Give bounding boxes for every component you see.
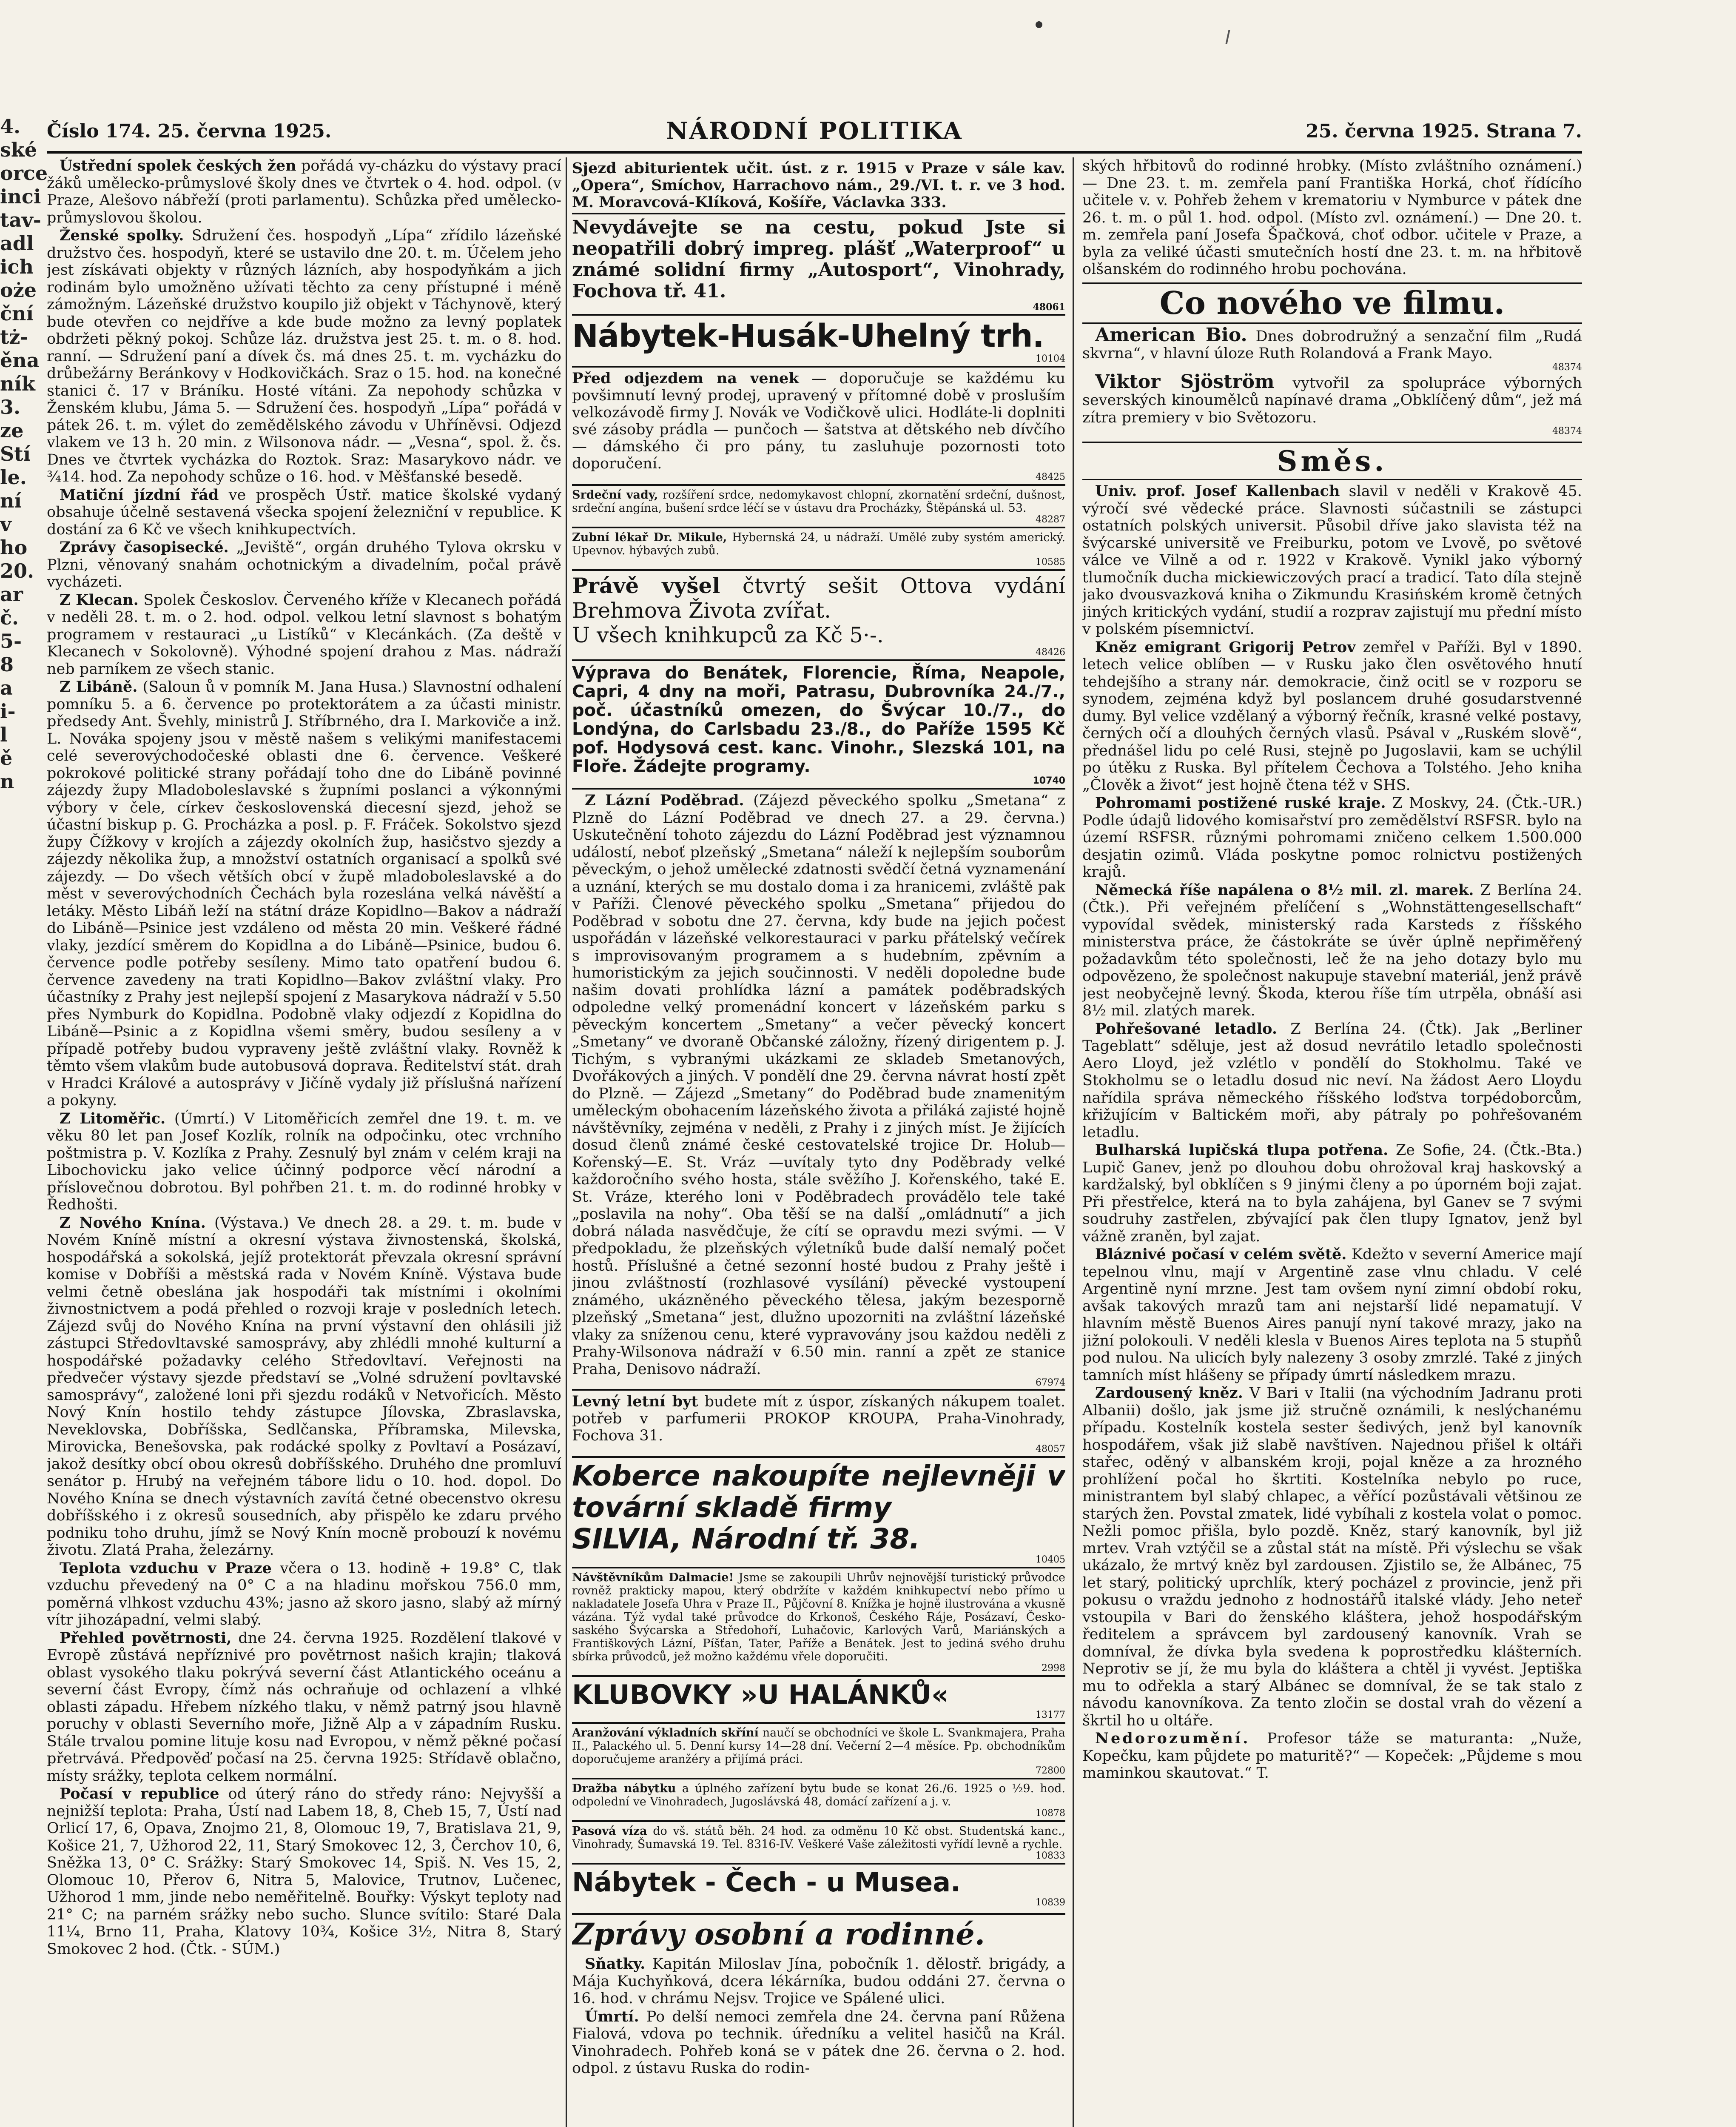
masthead-title: NÁRODNÍ POLITIKA [666,117,963,145]
left-edge-fragment: 3. [0,396,21,419]
left-edge-fragment: adl [0,232,34,255]
smes-letadlo: Pohřešované letadlo. Z Berlína 24. (Čtk). Jak „Berliner Tageblatt“ sděluje, jest až dosud nevrátilo letadlo společnosti Aero Lloyd, jež vzlétlo v pondělí do Stokholmu. Také ve Stokholmu se o letadlu dosud nic neví. Na žádost Aero Lloydu nařídila správa německého říšského loďstva torpédoborcům, křižujícím v Baltickém moři, aby pátraly po pohřešovaném letadlu. [1082,1020,1582,1141]
article-litomerice: Z Litoměřic. (Úmrtí.) V Litoměřicích zemřel dne 19. t. m. ve věku 80 let pan Josef Kozlík, rolník na odpočinku, otec vrchního poštmistra p. V. Kozlíka z Prahy. Zesnulý byl znám v celém kraji na Libochovicku jako velice účinný podporce věcí národní a příslovečnou dobrotou. Byl pohřben 21. t. m. do rodinné hrobky v Ředhošti. [47,1109,561,1213]
smes-nedorozumeni: Nedorozumění. Profesor táže se maturanta: „Nuže, Kopečku, kam půjdete po maturitě?“ — Kopeček: „Půjdeme s mou maminkou skautovat.“ T. [1082,1730,1582,1782]
smes-lupicska-tlupa: Bulharská lupičská tlupa potřena. Ze Sofie, 24. (Čtk.-Bta.) Lupič Ganev, jenž po dlouhou dobu ohrožoval kraj haskovský a kardžalský, byl obklíčen s 9 jinými členy a po úporném boji zajat. Při přestřelce, která na to byla zahájena, byl Ganev se 7 svými soudruhy zastřelen, zbývající pak člen tlupy Ignatov, jenž byl vážně zraněn, byl zajat. [1082,1141,1582,1245]
ad-zubni-lekar: Zubní lékař Dr. Mikule, Hybernská 24, u nádraží. Umělé zuby systém americký. Upevnov. hýbavých zubů. 10585 [572,527,1065,569]
ad-pred-odjezdem: Před odjezdem na venek — doporučuje se každému ku povšimnutí levný prodej, upravený v přítomné době v prosluším velkozávodě firmy J. Novák ve Vodičkově ulici. Hodláte-li doplniti své zásoby prádla — punčoch — šatstva at dětského neb dívčího — dámského či pro pány, tu zasluhuje pozornosti toto doporučení. 48425 [572,366,1065,484]
section-title-smes: Směs. [1082,442,1582,480]
ad-brehm: Právě vyšel čtvrtý sešit Ottova vydání Brehmova Života zvířat. U všech knihkupců za Kč 5·-. 48426 [572,569,1065,659]
date-page: 25. června 1925. Strana 7. [1306,120,1582,142]
column-rule-2 [1073,157,1074,2127]
ad-koberce-silvia: Koberce nakoupíte nejlevněji v tovární skladě firmy SILVIA, Národní tř. 38. 10405 [572,1456,1065,1567]
page-header [47,117,1582,147]
smes-ruske-kraje: Pohromami postižené ruské kraje. Z Moskvy, 24. (Čtk.-UR.) Podle údajů lidového komisařství pro zemědělství RSFSR. bylo na území RSFSR. různými pohromami zničeno celkem 1.500.000 desjatin ozimů. Vláda poskytne pomoc rolnictvu postižených krajů. [1082,794,1582,881]
left-edge-fragment: le. [0,466,27,489]
left-edge-fragment: n [0,770,14,793]
scan-dot [1036,21,1042,28]
left-edge-fragment: ěna [0,349,40,372]
left-edge-fragment: ar [0,583,23,606]
article-maticni-rad: Matiční jízdní řád ve prospěch Ústř. matice školské vydaný obsahuje účelně sestavená všecka spojení železniční v republice. K dostání za 6 Kč ve všech knihkupectvích. [47,486,561,538]
issue-number: Číslo 174. 25. června 1925. [47,120,332,142]
article-pocasi: Počasí v republice od úterý ráno do středy ráno: Nejvyšší a nejnižší teplota: Praha, Ústí nad Labem 18, 8, Cheb 15, 7, Ústí nad Orlicí 17, 6, Opava, Znojmo 21, 8, Olomouc 19, 7, Bratislava 21, 9, Košice 21, 7, Užhorod 22, 11, Starý Smokovec 12, 3, Čerchov 10, 6, Sněžka 13, 0° C. Srážky: Starý Smokovec 14, Spiš. N. Ves 15, 2, Olomouc 10, Přerov 6, Nitra 5, Malovice, Trutnov, Lučenec, Užhorod 1 mm, jinde nebo neměřitelně. Bouřky: Výskyt teploty nad 21° C; na parném srážky nebo sucho. Slunce svítilo: Staré Dala 11¼, Brno 11, Praha, Klatovy 10¾, Košice 3½, Nitra 8, Starý Smokovec 2 hod. (Čtk. - SÚM.) [47,1785,561,1958]
article-novy-knin: Z Nového Knína. (Výstava.) Ve dnech 28. a 29. t. m. bude v Novém Kníně místní a okresní výstava živnostenská, školská, hospodářská a sokolská, jejíž protektorát převzala okresní správní komise v Dobříši a městská rada v Novém Kníně. Výstava bude velmi četně obeslána jak hospodáři tak místními i okolními živnostnictvem a podá přehled o rozvoji kraje v posledních letech. Zájezd svůj do Nového Knína na první výstavní den ohlásili již zástupci Středovltavské samosprávy, aby zhlédli mnohé kulturní a hospodářské požadavky celého Středovltaví. Veřejnosti na předvečer výstavy sjezde představí se „Volné sdružení povltavské samosprávy“, založené loni při sjezdu rodáků v Netvořicích. Město Nový Knín hostilo tehdy zástupce Jílovska, Zbraslavska, Neveklovska, Dobříšska, Sedlčanska, Příbramska, Milevska, Mirovicka, Benešovska, pak rodácké spolky z Povltaví a Posázaví, jakož desítky obcí obou okresů dobříšského. Druhého dne promluví senátor p. Hrubý na veřejném tábore lidu o 10. hod. dopol. Do Nového Knína se dnech výstavních zavítá četné obecenstvo okresu dobříšského i z okresů sousedních, aby přispělo ke zdaru prvého podniku toho druhu, jímž se Nový Knín mocně probouzí k novému životu. Zlatá Praha, železárny. [47,1214,561,1559]
section-title-film: Co nového ve filmu. [1082,282,1582,324]
smes-zardouseny-knez: Zardousený kněz. V Bari v Italii (na východním Jadranu proti Albanii) došlo, jak jsme již stručně oznámili, k neslýchanému případu. Kostelník kostela sester šedivých, jenž byl kanovník hospodářem, však již slabě navštíven. Najednou přišel k oltáři stařec, oděný v albanském kroji, pojal kněze a za hrozného prohlížení počal ho škrtiti. Kostelníka nebylo po ruce, ministrantem byl slabý chlapec, a věřící pozůstávali většinou ze starých žen. Povstal zmatek, lidé vybíhali z kostela volat o pomoc. Nežli pomoc přišla, bylo pozdě. Kněz, starý kanovník, byl již mrtev. Vrah vztýčil se a zůstal stát na místě. Při výslechu se však ukázalo, že mrtvý kněz byl zardousen. Zjistilo se, že Albánec, 75 let starý, politický uprchlík, který pocházel z provincie, jenž při pokusu o vraždu jednoho z hodnostářů italské vlády. Jeho neteř vstoupila v Bari do ženského kláštera, jehož hospodářským ředitelem a správcem byl zardousený kanovník. Vrah se domníval, že dívka byla svedena k poprostředku klášterních. Neprotiv se jí, že mu byla do kláštera a chtěl ji vyvést. Jeptiška mu to odřekla a starý Albánec se domníval, že se tak stalo z návodu kanovníkova. Za tento zločin se dostal vrah do vězení a škrtil ho u oltáře. [1082,1384,1582,1729]
smes-blaznive-pocasi: Bláznivé počasí v celém světě. Kdežto v severní Americe mají tepelnou vlnu, mají v Argentině zase vlnu chladu. V celé Argentině nyní mrzne. Jest tam ovšem nyní zimní období roku, avšak takových mrazů tam ani nejstarší lidé nepamatují. V hlavním městě Buenos Aires panují nyní takové mrazy, jako na jižní polokouli. V neděli klesla v Buenos Aires teplota na 5 stupňů pod nulou. Na ulicích byly nalezeny 3 osoby zmrzlé. Také z jiných tamních míst hlášeny se případy úmrtí následkem mrazu. [1082,1246,1582,1384]
ad-vyprava-benatky: Výprava do Benátek, Florencie, Říma, Neapole, Capri, 4 dny na moři, Patrasu, Dubrovníka 24./7., poč. účastníků omezen, do Švýcar 10./7., do Londýna, do Carlsbadu 23./8., do Paříže 1595 Kč pof. Hodysová cest. kanc. Vinohr., Slezská 101, na Floře. Žádejte programy. 10740 [572,659,1065,788]
left-edge-fragment: ní [0,489,22,512]
article-zenske-spolky: Ženské spolky. Sdružení čes. hospodyň „Lípa“ zřídilo lázeňské družstvo čes. hospodyň, které se ustavilo dne 20. t. m. Účelem jeho jest získávati objekty v různých lázních, aby hospodyňkám a jich rodinám bylo umožněno užívati těchto za ceny přístupné i méně zámožným. Lázeňské družstvo koupilo již objekt v Táchynově, který bude otevřen co nejdříve a kde bude možno za levný poplatek obdržeti pěkný pokoj. Schůze láz. družstva jest 25. t. m. o 8. hod. ranní. — Sdružení paní a dívek čs. má dnes 25. t. m. vycházku do drůbežárny Beránkovy v Hodkovičkách. Sraz o 15. hod. na konečné stanici č. 17 v Bráníku. Hosté vítáni. Za nepohody schůzka v Ženském klubu, Jáma 5. — Sdružení čes. hospodyň „Lípa“ pořádá v pátek 26. t. m. výlet do zemědělského závodu v Uhříněvsi. Odjezd vlakem ve 13 h. 20 min. z Wilsonova nádr. — „Vesna“, spol. ž. čs. Dnes ve čtvrtek vycházka do Roztok. Sraz: Masarykovo nádr. ve ¾14. hod. Za nepohody schůze o 16. hod. v Měšťanské besedě. [47,227,561,485]
left-edge-fragment: tż- [0,325,28,348]
left-edge-fragment: ě [0,747,13,770]
ad-nabytek-husak: Nábytek-Husák-Uhelný trh. 10104 [572,314,1065,366]
left-edge-fragment: 8 [0,653,14,676]
left-edge-fragment: 20. [0,559,34,582]
article-snatky: Sňatky. Kapitán Miloslav Jína, pobočník 1. dělostř. brigády, a Mája Kuchyňková, dcera lékárníka, budou oddáni 27. června o 16. hod. v chrámu Nejsv. Trojice ve Spálené ulici. [572,1955,1065,2007]
header-rule [47,151,1582,154]
left-edge-fragment: a [0,676,13,699]
left-edge-fragment: ník [0,372,35,395]
ad-levny-byt: Levný letní byt budete mít z úspor, získaných nákupem toalet. potřeb v parfumerii PROKOP KROUPA, Praha-Vinohrady, Fochova 31. 48057 [572,1389,1065,1456]
ad-sjezd-abiturientek: Sjezd abiturientek učit. úst. z r. 1915 v Praze v sále kav. „Opera“, Smíchov, Harrachovo nám., 29./VI. t. r. ve 3 hod. M. Moravcová-Klíková, Košíře, Václavka 333. [572,160,1065,211]
left-edge-fragment: Stí [0,442,31,465]
article-klecany: Z Klecan. Spolek Českoslov. Červeného kříže v Klecanech pořádá v neděli 28. t. m. o 2. hod. odpol. velkou letní slavnost s bohatým programem v restauraci „u Listíků“ v Klecánkách. (Za deště v Klecanech v Sokolovně). Výhodné spojení drahou z Mas. nádraží neb parníkem ze všech stanic. [47,591,561,678]
ad-dalmacie: Návštěvníkům Dalmacie! Jsme se zakoupili Uhrův nejnovější turistický průvodce rovněž prakticky mapou, který obdržíte v každém knihkupectví nebo přímo u nakladatele Josefa Uhra v Praze II., Půjčovní 8. Knížka je hojně ilustrována a vkusně vázána. Týž vydal také průvodce do Krkonoš, Českého Ráje, Posázaví, Česko-saského Švýcarska a Středohoří, Luhačovic, Karlových Varů, Mariánských a Františkových Lázní, Píšťan, Tater, Paříže a Benátek. Jest to jediná svého druhu sbírka průvodců, jež možno každému vřele doporučiti. 2998 [572,1567,1065,1675]
left-edge-fragment: ční [0,302,34,325]
ad-drazba: Dražba nábytku a úplného zařízení bytu bude se konat 26./6. 1925 o ½9. hod. odpolední ve Vinohradech, Jugoslávská 48, domácí zařízení a j. v. 10878 [572,1778,1065,1820]
smes-petrov: Kněz emigrant Grigorij Petrov zemřel v Paříži. Byl v 1890. letech velice oblíben — v Rusku jako člen osvětového hnutí tehdejšího a strany nár. demokracie, činž ocitl se v rozporu se synodem, zejména když byl poslancem druhé gosudarstvenné dumy. Byl velice vzdělaný a výborný řečník, krasné velké postavy, černých očí a dlouhých černých vlasů. Psával v „Ruském slově“, přednášel lidu po celé Rusi, stejně po Jugoslavii, kam se uchýlil po útěku z Ruska. Byl přítelem Čechova a Tolstého. Jeho kniha „Člověk a život“ jest hojně čtena též v SHS. [1082,638,1582,794]
left-edge-fragment: ich [0,255,34,278]
column-1 [47,157,561,2127]
left-edge-fragment: 4. [0,115,21,138]
ad-waterproof: Nevydávejte se na cestu, pokud Jste si neopatřili dobrý impreg. plášť „Waterproof“ u známé solidní firmy „Autosport“, Vinohrady, Fochova tř. 41. 48061 [572,213,1065,314]
left-edge-fragment: ské [0,138,37,161]
film-american-bio: American Bio. Dnes dobrodružný a senzační film „Rudá skvrna“, v hlavní úloze Ruth Rolandová a Frank Mayo. 48374 [1082,324,1582,373]
article-zeny: Ústřední spolek českých žen pořádá vy-cházku do výstavy prací žáků umělecko-průmyslové školy dnes ve čtvrtek o 4. hod. odpol. (v Praze, Alešovo nábřeží (proti parlamentu). Schůzka před umělecko-průmyslovou školou. [47,157,561,226]
ad-aranzovani: Aranžování výkladních skříní naučí se obchodníci ve škole L. Svankmajera, Praha II., Palackého ul. 5. Denní kursy 14—28 dní. Večerní 2—4 měsíce. Pp. obchodníkům doporučujeme aranžéry a přijímá práci. 72800 [572,1722,1065,1778]
smes-kallenbach: Univ. prof. Josef Kallenbach slavil v neděli v Krakově 45. výročí své vědecké práce. Slavnosti súčastnili se zástupci ostatních polských universit. Působil dříve jako slavista též na švýcarské universitě ve Freiburku, potom ve Lvově, po světové válce ve Vilně a od r. 1922 v Krakově. Vynikl jako výborný tlumočník ducha mickiewiczových prací a tradicí. Tato díla stejně jako dvousvazková kniha o Zikmundu Krasińském kromě četných jiných kritických vydání, studií a rozprav zajistují mu přední místo v polském písemnictví. [1082,482,1582,638]
ad-nabytek-cech: Nábytek - Čech - u Musea. 10839 [572,1863,1065,1910]
ad-klubovky: KLUBOVKY »U HALÁNKŮ« 13177 [572,1675,1065,1722]
left-edge-fragment: l [0,723,8,746]
left-edge-fragment: ze [0,419,24,442]
left-edge-fragment: ho [0,536,28,559]
article-povetrnost: Přehled povětrnosti, dne 24. června 1925. Rozdělení tlakové v Evropě zůstává nepříznivé pro povětrnost našich krajin; tlaková oblast vysokého tlaku pokrývá severní část Atlantického oceánu a severní část Evropy, čímž nás ochraňuje od ochlazení a vlhké oblasti západu. Hřebem nízkého tlaku, v němž patrný jsou hlavně poruchy v oblasti Severního moře, Jižně Alp a v západním Rusku. Stále trvalou pomine lituje kosu nad Evropou, v němž pěkné počasí přetrvává. Předpověď počasí na 25. června 1925: Střídavě oblačno, místy srážky, teplota celkem normální. [47,1629,561,1785]
left-edge-cut-text [0,115,48,793]
column-rule-1 [566,157,567,2127]
left-edge-fragment: inci [0,185,41,208]
column-3 [1082,157,1582,2127]
article-umrti: Úmrtí. Po delší nemoci zemřela dne 24. června paní Růžena Fialová, vdova po technik. úředníku a velitel hasičů na Král. Vinohradech. Pohřeb koná se v pátek dne 26. června o 2. hod. odpol. z ústavu Ruska do rodin- [572,2007,1065,2077]
article-casopisecke: Zprávy časopisecké. „Jeviště“, orgán druhého Tylova okrsku v Plzni, věnovaný snahám ochotnickým a divadelním, počal právě vycházeti. [47,539,561,590]
left-edge-fragment: oże [0,279,37,302]
smes-nemecka-rise: Německá říše napálena o 8½ mil. zl. marek. Z Berlína 24. (Čtk.). Při veřejném přelíčení s „Wohnstättengesellschaft“ vypovídal svědek, ministerský rada Karsteds z říšského ministerstva práce, že částokráte se úvěr úplně nepřiměřený požadavkům této společnosti, leč že na jeho dotazy bylo mu odpovězeno, že společnost nakupuje stavební materiál, jenž právě jest neobyčejně levný. Škoda, kterou říše tím utrpěla, obnáší asi 8½ mil. zlatých marek. [1082,881,1582,1019]
left-edge-fragment: č. [0,606,19,629]
section-title-osobni: Zprávy osobní a rodinné. [572,1913,1065,1954]
left-edge-fragment: 5- [0,630,22,653]
article-teplota: Teplota vzduchu v Praze včera o 13. hodině + 19.8° C, tlak vzduchu převedený na 0° C a na hladinu mořskou 756.0 mm, poměrná vlhkost vzduchu 43%; jasno až skoro jasno, slabý až mírný vítr jihozápadní, velmi slabý. [47,1559,561,1628]
column-2 [572,157,1065,2127]
article-lazne-podebrady: Z Lázní Poděbrad. (Zájezd pěveckého spolku „Smetana“ z Plzně do Lázní Poděbrad ve dnech 27. a 29. června.) Uskutečnění tohoto zájezdu do Lázní Poděbrad jest významnou událostí, neboť plzeňský „Smetana“ náleží k nejlepším souborům pěveckým, o jehož umělecké zdatnosti svědčí četná vyznamenání a uznání, kterých se mu dostalo doma i za hranicemi, zvláště pak v Paříži. Členové pěveckého spolku „Smetana“ přijedou do Poděbrad v sobotu dne 27. června, kdy bude na jejich počest uspořádán v lázeňské velkorestauraci v parku přátelský večírek s improvisovaným programem a s hudebním, zpěvním a humoristickým za jejich součinnosti. V neděli dopoledne bude našim dovati prohlídka lázní a památek poděbradských odpoledne velký promenádní koncert v lázeňském parku s pěveckým koncertem „Smetany“ a večer pěvecký koncert „Smetany“ ve dvoraně Občanské záložny, řízený dirigentem p. J. Tichým, s vybranými ukázkami ze skladeb Smetanových, Dvořákových a jiných. V pondělí dne 29. června návrat hostí zpět do Plzně. — Zájezd „Smetany“ do Poděbrad bude znamenitým uměleckým obohacením lázeňského života a přiláká zajisté hojně návštěvníky, zejména v neděli, z Prahy i z jiných míst. Je žijících dosud členů známé české cestovatelské trojice Dr. Holub—Kořenský—E. St. Vráz —uvítaly tyto dny Poděbrady velké každoročního svého hosta, stále svěžího J. Kořenského, také E. St. Vráze, kterého loni v Poděbradech provádělo tele také „poslavila na nohy“. Oba těší se na další „omládnutí“ a jich dobrá nálada nasvědčuje, že cítí se opravdu mezi svými. — V předpokladu, že plzeňských výletníků bude další nemalý počet hostů. Příslušné a četné sezonní hosté budou z Prahy ještě i jinou zvláštností (rozhlasové vysílání) pěvecké vystoupení známého, ukázněného pěveckého tělesa, jakým bezesporně plzeňský „Smetana“ jest, dlužno upozorniti na zvláštní lázeňské vlaky za sníženou cenu, které vypravovány jsou každou neděli z Prahy-Wilsonova nádraží v 6.50 min. ranní a zpět ze stanice Praha, Denisovo nádraží. 67974 [572,788,1065,1388]
ad-srdecni-vady: Srdeční vady, rozšíření srdce, nedomykavost chlopní, zkornatění srdeční, dušnost, srdeční angína, bušení srdce léčí se v ústavu dra Procházky, Štěpánská ul. 53. 48287 [572,484,1065,527]
article-liban: Z Libáně. (Saloun ů v pomník M. Jana Husa.) Slavnostní odhalení pomníku 5. a 6. července po protektorátem a za účasti ministr. předsedy Ant. Švehly, ministrů J. Stříbrného, dra I. Markoviče a inž. L. Nováka spojeny jsou v městě našem s velikými manifestacemi celé severovýchodočeské oblasti dne 6. července. Veškeré pokrokové politické strany pořádají toho dne do Libáně povinné zájezdy župy Mladoboleslavské s župními poslanci a výkonnými výbory v čele, církev československá diecesní sjezd, jehož se účastní biskup p. G. Procházka a posl. p. F. Fráček. Sokolstvo sjezd župy Čížkovy v krojích a zájezdy okolních žup, hasičstvo sjezdy a zájezdy několika žup, a množství ostatních organisací a spolků své zájezdy. — Do všech větších obcí v župě mladoboleslavské a do měst v severovýchodních Čechách byla rozeslána velká návěští a letáky. Město Libáň leží na státní dráze Kopidlno—Bakov a nádraží do Libáně—Psinice jest vzdáleno od města 20 min. Veškeré řádné vlaky, jezdící směrem do Kopidlna a do Libáně—Psinice, budou 6. července podle potřeby sesíleny. Mimo tato opatření budou 6. července zavedeny na trati Kopidlno—Bakov zvláštní vlaky. Pro účastníky z Prahy jest nejlepší spojení z Masarykova nádraží v 5.50 přes Nymburk do Kopidlna. Podobně vlaky odjezdí z Kopidlna do Libáně—Psinic a z Kopidlna všemi směry, budou sesíleny a v případě potřeby budou vypraveny ještě zvláštní vlaky. Rovněž k těmto všem vlakům bude autobusová doprava. Ředitelství stát. drah v Hradci Králové a autosprávy v Jičíně vydaly již příslušná nařízení a pokyny. [47,678,561,1109]
article-umrti-cont: ských hřbitovů do rodinné hrobky. (Místo zvláštního oznámení.) — Dne 23. t. m. zemřela paní Františka Horká, choť řídícího učitele v. v. Pohřeb žehem v krematoriu v Nymburce v pátek dne 26. t. m. o půl 1. hod. odpol. (Místo zvl. oznámení.) — Dne 20. t. m. zemřela paní Josefa Špačková, choť odbor. učitele v Praze, a byla za veliké účasti smutečních hostí dne 23. t. m. na hřbitově olšanském do rodinného hrobu pochována. [1082,157,1582,278]
left-edge-fragment: tav- [0,208,41,231]
scan-mark [1226,30,1230,44]
film-sjostrom: Viktor Sjöström vytvořil za spolupráce výborných severských kinoumělců napínavé drama „Obklíčený dům“, jež má zítra premiery v bio Světozoru. 48374 [1082,371,1582,436]
left-edge-fragment: i- [0,700,16,723]
ad-pasova-viza: Pasová víza do vš. států běh. 24 hod. za odměnu 10 Kč obst. Studentská kanc., Vinohrady, Šumavská 19. Tel. 8316-IV. Veškeré Vaše záležitosti vyřídí levně a rychle. 10833 [572,1820,1065,1863]
left-edge-fragment: orce [0,162,48,185]
left-edge-fragment: v [0,513,11,536]
